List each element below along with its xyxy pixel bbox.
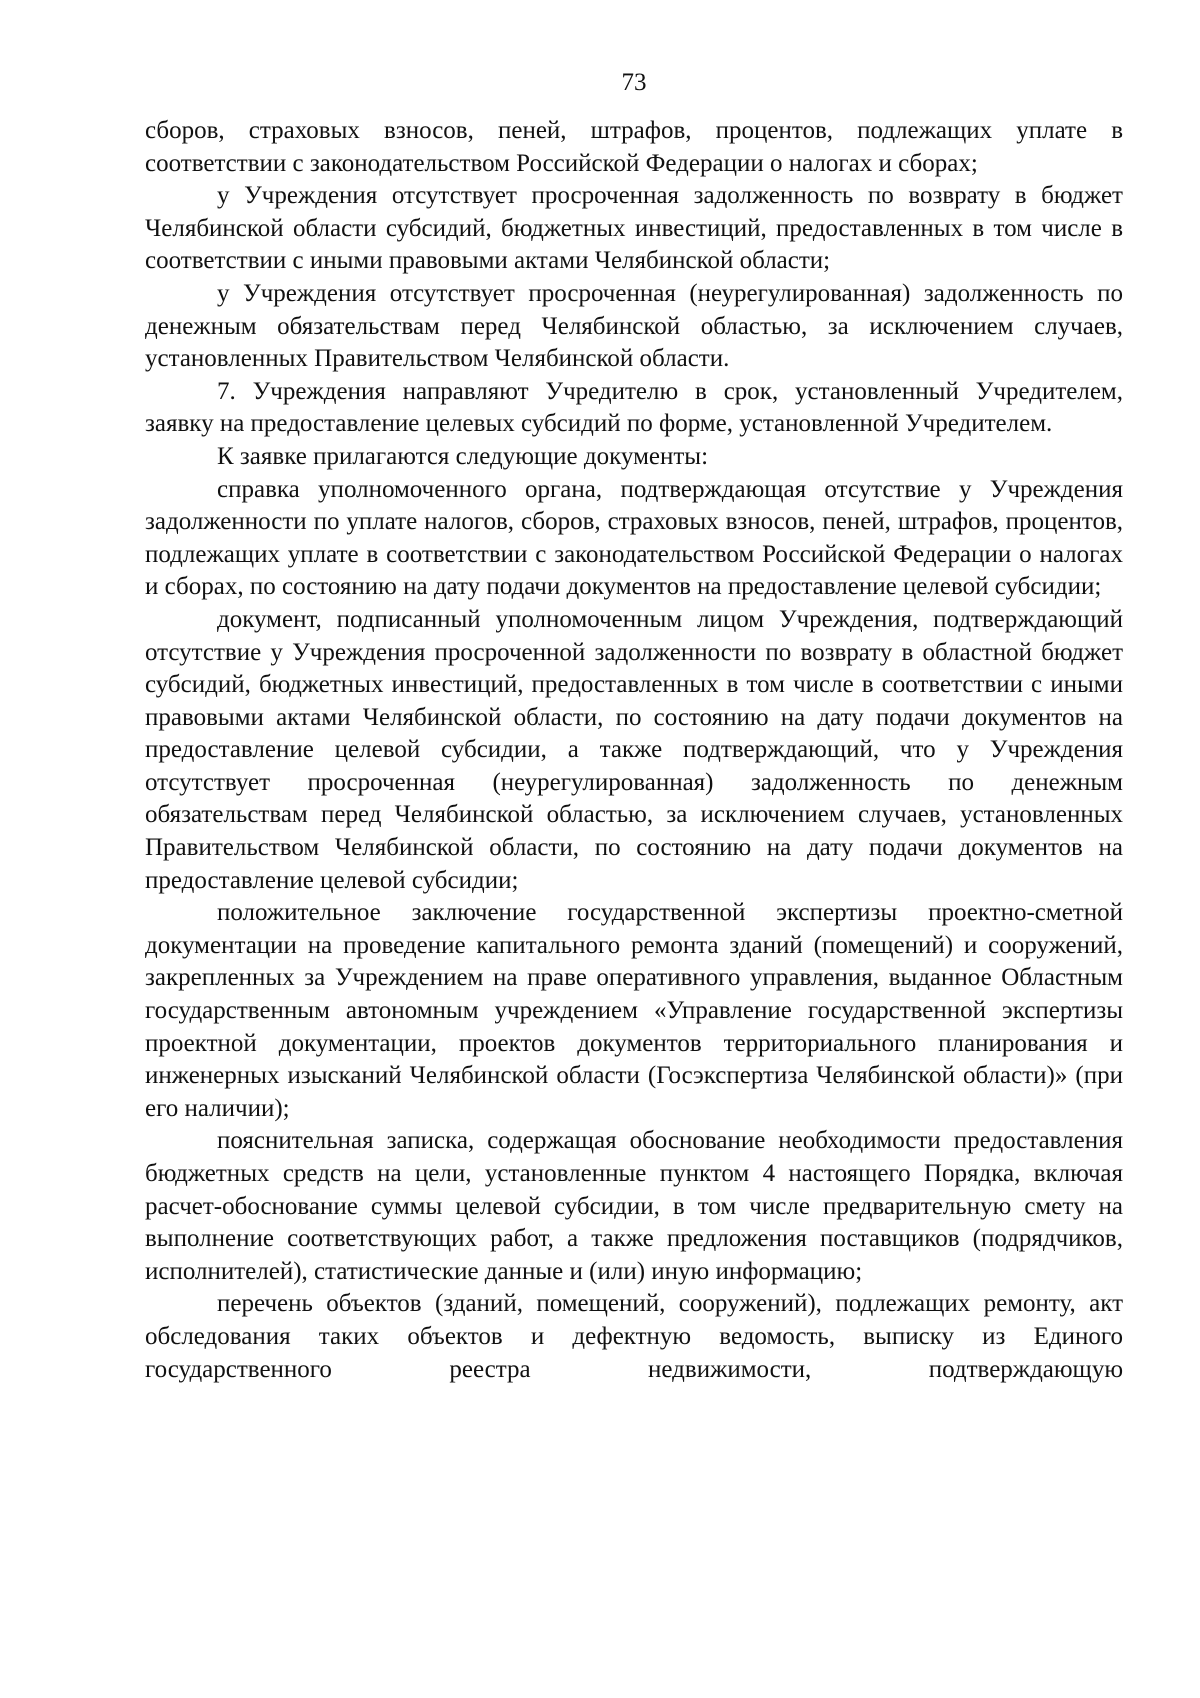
paragraph-expert-conclusion: положительное заключение государственной экспертизы проектно-сметной документации на проведение капитального ремонта зданий (помещений) и сооружений, закрепленных за Учреждением на праве оперативного управления, выданное Областным государственным автономным учреждением «Управление государственной экспертизы проектной документации, проектов документов территориального планирования и инженерных изысканий Челябинской области (Госэкспертиза Челябинской области)» (при его наличии); (145, 899, 1123, 1122)
paragraph-signed-document: документ, подписанный уполномоченным лицом Учреждения, подтверждающий отсутствие у Учреждения просроченной задолженности по возврату в областной бюджет субсидий, бюджетных инвестиций, предоставленных в том числе в соответствии с иными правовыми актами Челябинской области, по состоянию на дату подачи документов на предоставление целевой субсидии, а также подтверждающий, что у Учреждения отсутствует просроченная (неурегулированная) задолженность по денежным обязательствам перед Челябинской областью, за исключением случаев, установленных Правительством Челябинской области, по состоянию на дату подачи документов на предоставление целевой субсидии; (145, 605, 1123, 894)
paragraph-attachments-intro: К заявке прилагаются следующие документы: (217, 442, 709, 470)
paragraph-condition-budget-debt: у Учреждения отсутствует просроченная задолженность по возврату в бюджет Челябинской области субсидий, бюджетных инвестиций, предоставленных в том числе в соответствии с иными правовыми актами Челябинской области; (145, 182, 1123, 275)
paragraph-item-7: 7. Учреждения направляют Учредителю в срок, установленный Учредителем, заявку на предоставление целевых субсидий по форме, установленной Учредителем. (145, 377, 1123, 438)
paragraph-continuation: сборов, страховых взносов, пеней, штрафов, процентов, подлежащих уплате в соответствии с законодательством Российской Федерации о налогах и сборах; (145, 117, 1123, 177)
paragraph-condition-monetary-debt: у Учреждения отсутствует просроченная (неурегулированная) задолженность по денежным обязательствам перед Челябинской областью, за исключением случаев, установленных Правительством Челябинской области. (145, 279, 1123, 373)
page-number: 73 (621, 69, 647, 96)
paragraph-explanatory-note: пояснительная записка, содержащая обоснование необходимости предоставления бюджетных средств на цели, установленные пунктом 4 настоящего Порядка, включая расчет-обоснование суммы целевой субсидии, в том числе предварительную смету на выполнение соответствующих работ, а также предложения поставщиков (подрядчиков, исполнителей), статистические данные и (или) иную информацию; (145, 1127, 1123, 1285)
paragraph-objects-list: перечень объектов (зданий, помещений, сооружений), подлежащих ремонту, акт обследования таких объектов и дефектную ведомость, выписку из Единого государственного реестра недвижимости, подтверждающую (145, 1290, 1123, 1383)
paragraph-tax-certificate: справка уполномоченного органа, подтверждающая отсутствие у Учреждения задолженности по уплате налогов, сборов, страховых взносов, пеней, штрафов, процентов, подлежащих уплате в соответствии с законодательством Российской Федерации о налогах и сборах, по состоянию на дату подачи документов на предоставление целевой субсидии; (145, 475, 1123, 601)
document-body (145, 115, 1123, 1386)
document-page (145, 0, 1123, 1698)
